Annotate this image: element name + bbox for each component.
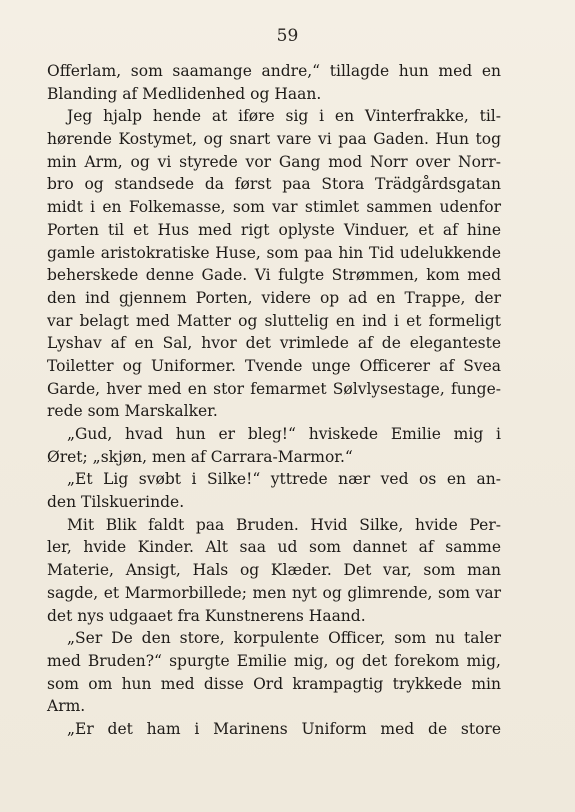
text-line: „Er det ham i Marinens Uniform med de store	[67, 719, 501, 738]
text-line: den ind gjennem Porten, videre op ad en Trappe, der	[47, 288, 501, 307]
text-line: var belagt med Matter og sluttelig en ind i et formeligt	[47, 311, 501, 330]
text-line: hørende Kostymet, og snart vare vi paa Gaden. Hun tog	[47, 130, 501, 149]
text-line: rede som Marskalker.	[47, 402, 218, 421]
text-line: Mit Blik faldt paa Bruden. Hvid Silke, hvide Per-	[67, 515, 501, 534]
text-line: „Ser De den store, korpulente Officer, som nu taler	[67, 629, 501, 648]
text-line: bro og standsede da først paa Stora Trädgårdsgatan	[47, 175, 501, 194]
body-text	[47, 60, 501, 741]
text-line: med Bruden?“ spurgte Emilie mig, og det forekom mig,	[47, 651, 501, 670]
text-line: min Arm, og vi styrede vor Gang mod Norr over Norr-	[47, 152, 501, 171]
page-number: 59	[276, 26, 299, 46]
text-line: midt i en Folkemasse, som var stimlet sammen udenfor	[47, 198, 501, 217]
text-line: Porten til et Hus med rigt oplyste Vinduer, et af hine	[47, 220, 501, 239]
text-line: Toiletter og Uniformer. Tvende unge Officerer af Svea	[47, 356, 501, 375]
text-line: Jeg hjalp hende at iføre sig i en Vinterfrakke, til-	[67, 107, 501, 126]
text-line: den Tilskuerinde.	[47, 493, 185, 512]
text-line: gamle aristokratiske Huse, som paa hin Tid udelukkende	[47, 243, 501, 262]
text-line: Garde, hver med en stor femarmet Sølvlysestage, funge-	[47, 379, 501, 398]
text-line: Lyshav af en Sal, hvor det vrimlede af de eleganteste	[47, 334, 501, 353]
text-line: ler, hvide Kinder. Alt saa ud som dannet af samme	[47, 538, 501, 557]
text-line: „Et Lig svøbt i Silke!“ yttrede nær ved os en an-	[67, 470, 501, 489]
text-line: sagde, et Marmorbillede; men nyt og glimrende, som var	[47, 583, 501, 602]
text-line: beherskede denne Gade. Vi fulgte Strømmen, kom med	[47, 266, 501, 285]
text-line: Blanding af Medlidenhed og Haan.	[47, 84, 322, 103]
text-line: Øret; „skjøn, men af Carrara-Marmor.“	[47, 447, 353, 466]
text-line: som om hun med disse Ord krampagtig trykkede min	[47, 674, 501, 693]
text-line: Offerlam, som saamange andre,“ tillagde hun med en	[47, 62, 501, 80]
text-line: Arm.	[47, 697, 86, 716]
text-line: det nys udgaaet fra Kunstnerens Haand.	[47, 606, 366, 625]
text-line: „Gud, hvad hun er bleg!“ hviskede Emilie mig i	[67, 425, 501, 443]
text-line: Materie, Ansigt, Hals og Klæder. Det var, som man	[47, 561, 501, 580]
